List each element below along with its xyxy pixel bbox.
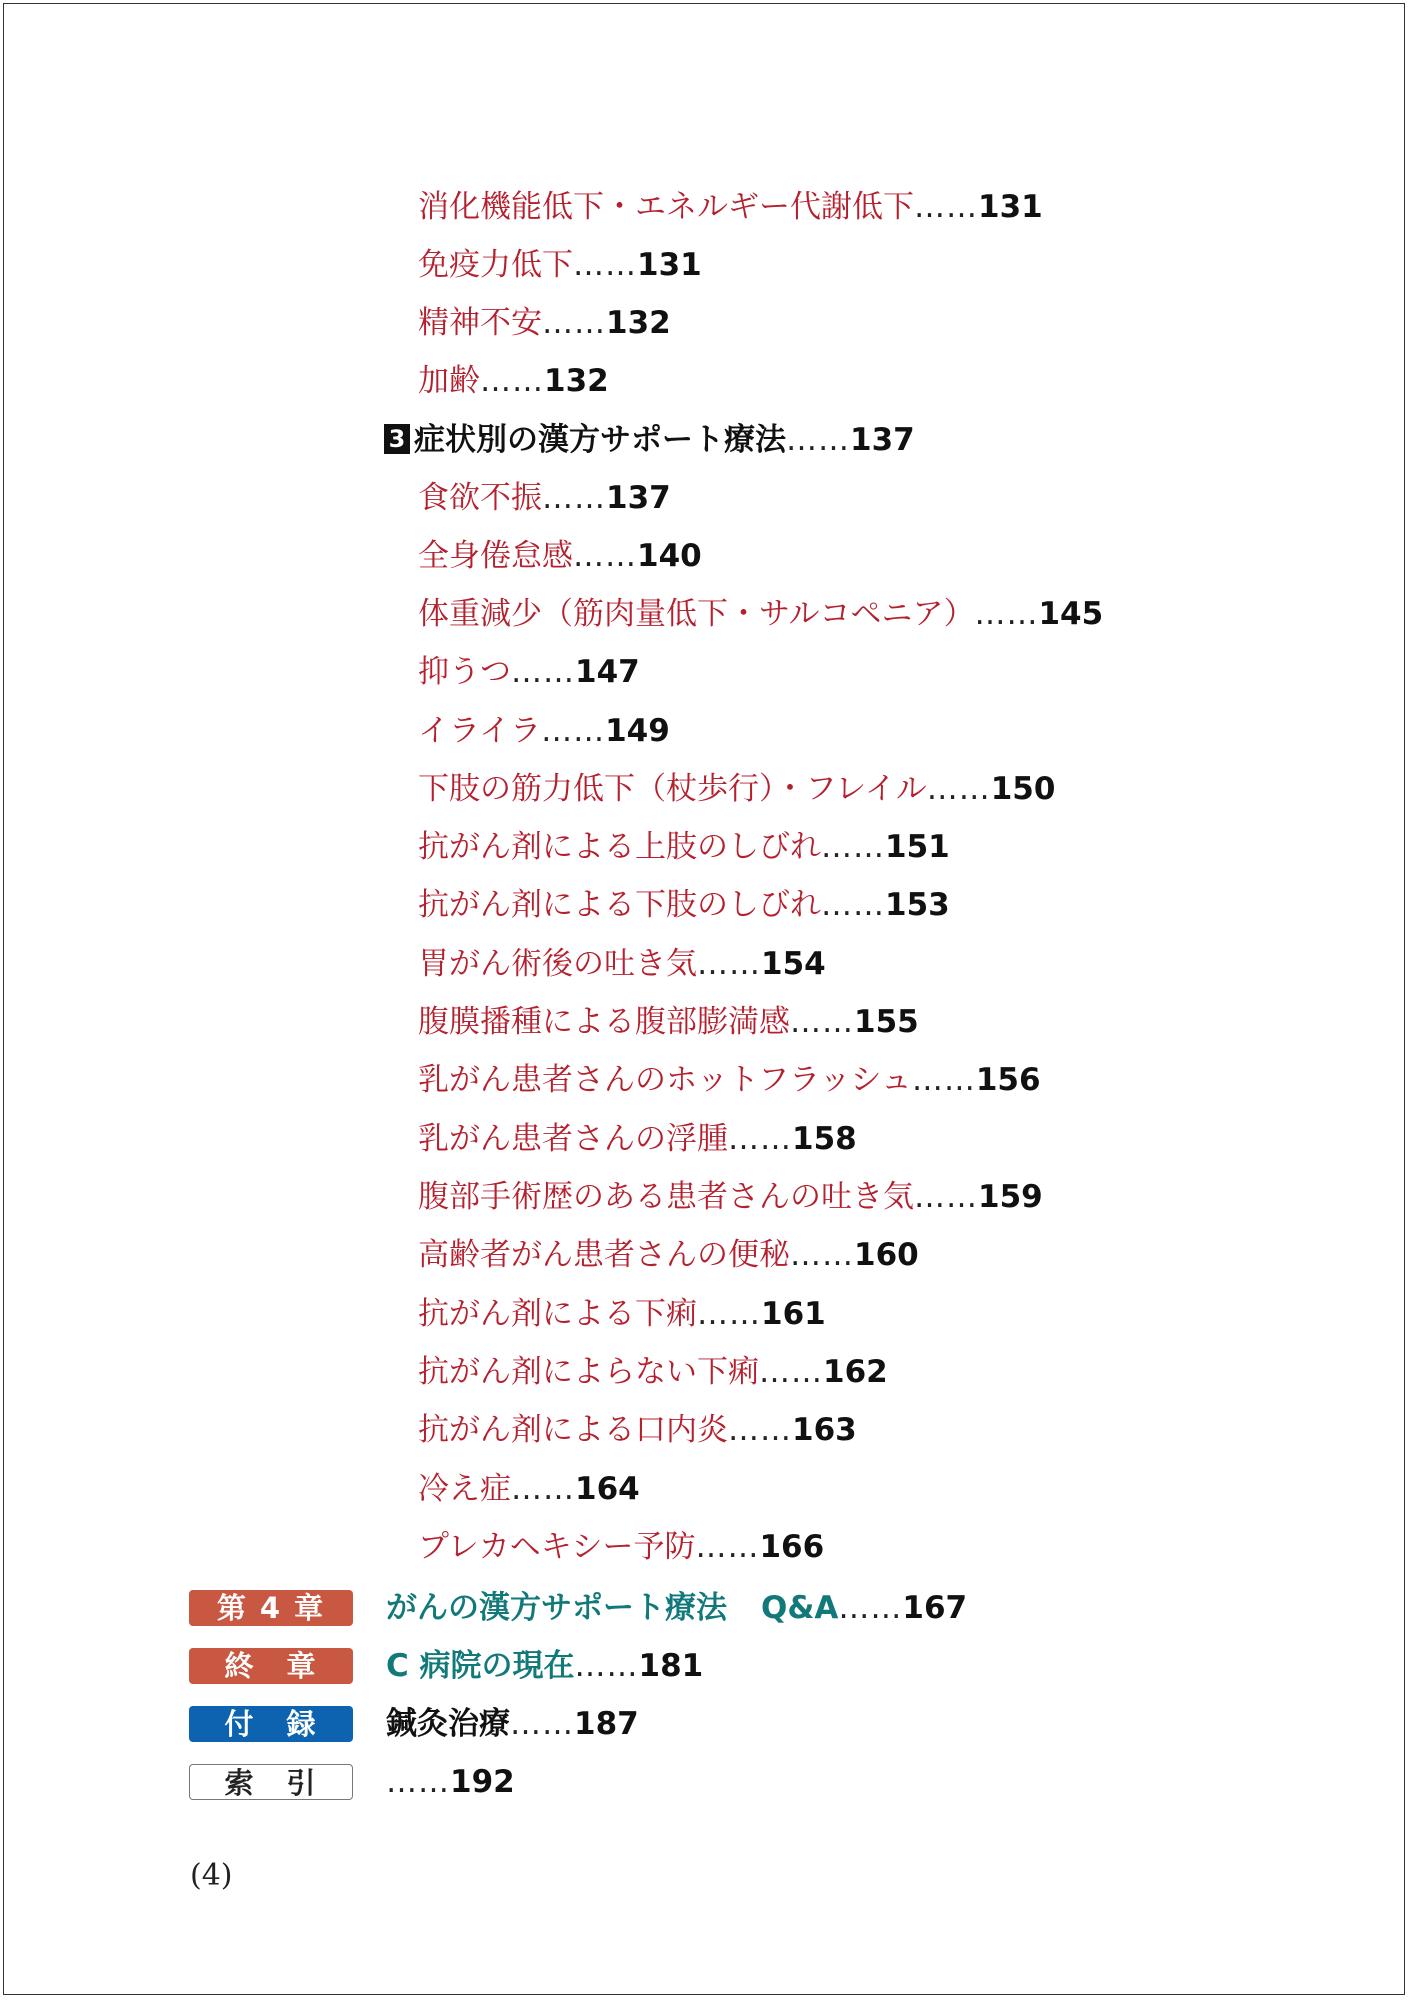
leader-dots: ……: [511, 654, 575, 690]
toc-entry-label: 免疫力低下: [418, 247, 573, 283]
toc-entry-label: 食欲不振: [418, 480, 542, 516]
toc-entry-label: 精神不安: [418, 305, 542, 341]
leader-dots: ……: [697, 946, 761, 982]
toc-entry-page: 166: [759, 1529, 825, 1565]
toc-entry[interactable]: [418, 476, 671, 520]
page-border: [3, 3, 1405, 1995]
leader-dots: ……: [759, 1354, 823, 1390]
toc-entry-label: 乳がん患者さんのホットフラッシュ: [418, 1062, 912, 1098]
toc-entry-page: 161: [761, 1296, 826, 1332]
chapter-4-entry[interactable]: [386, 1586, 967, 1630]
leader-dots: ……: [573, 538, 637, 574]
toc-entry[interactable]: [418, 709, 670, 753]
chapter-4-badge: 第 4 章: [189, 1590, 353, 1626]
leader-dots: ……: [542, 480, 606, 516]
toc-entry-label: 抗がん剤による下痢: [418, 1296, 697, 1332]
toc-entry[interactable]: [418, 1408, 857, 1452]
toc-entry[interactable]: [418, 359, 609, 403]
toc-entry-page: 153: [885, 887, 950, 923]
chapter-title: 鍼灸治療: [386, 1706, 510, 1742]
leader-dots: ……: [838, 1590, 903, 1626]
appendix-badge: 付 録: [189, 1706, 353, 1742]
toc-entry[interactable]: [418, 1000, 919, 1044]
chapter-page: 187: [574, 1706, 639, 1742]
toc-entry-label: 高齢者がん患者さんの便秘: [418, 1237, 790, 1273]
leader-dots: ……: [821, 887, 885, 923]
toc-entry-page: 156: [975, 1062, 1041, 1098]
leader-dots: ……: [541, 713, 606, 749]
chapter-page: 167: [902, 1590, 968, 1626]
leader-dots: ……: [695, 1529, 760, 1565]
leader-dots: ……: [974, 596, 1039, 632]
toc-entry-page: 145: [1038, 596, 1104, 632]
chapter-page: 181: [638, 1648, 704, 1684]
leader-dots: ……: [790, 1004, 854, 1040]
toc-entry-label: イライラ: [418, 713, 542, 749]
toc-entry-page: 159: [978, 1179, 1043, 1215]
toc-entry-page: 131: [637, 247, 702, 283]
leader-dots: ……: [511, 1471, 575, 1507]
leader-dots: ……: [926, 771, 991, 807]
leader-dots: ……: [914, 189, 978, 225]
leader-dots: ……: [786, 422, 850, 458]
toc-entry-label: 乳がん患者さんの浮腫: [418, 1121, 728, 1157]
toc-entry[interactable]: [418, 185, 1043, 229]
chapter-title-suffix: Q&A: [761, 1590, 839, 1626]
toc-entry-page: 154: [761, 946, 826, 982]
toc-entry-page: 149: [605, 713, 670, 749]
leader-dots: ……: [480, 363, 544, 399]
toc-entry-page: 132: [606, 305, 671, 341]
leader-dots: ……: [728, 1412, 792, 1448]
toc-entry-page: 132: [544, 363, 609, 399]
toc-entry-label: 抑うつ: [418, 654, 511, 690]
toc-entry-label: 抗がん剤による下肢のしびれ: [418, 887, 821, 923]
toc-entry-page: 131: [978, 189, 1043, 225]
toc-entry-label: 加齢: [418, 363, 480, 399]
toc-entry[interactable]: [418, 650, 640, 694]
leader-dots: ……: [790, 1237, 854, 1273]
toc-entry[interactable]: [418, 1525, 824, 1569]
toc-entry-label: 全身倦怠感: [418, 538, 573, 574]
toc-entry[interactable]: [418, 1058, 1041, 1102]
toc-entry[interactable]: [418, 1175, 1043, 1219]
toc-entry-page: 164: [575, 1471, 640, 1507]
toc-entry-page: 163: [792, 1412, 857, 1448]
leader-dots: ……: [510, 1706, 574, 1742]
section-title: 症状別の漢方サポート療法: [414, 422, 786, 458]
leader-dots: ……: [574, 1648, 639, 1684]
chapter-title: C 病院の現在: [386, 1648, 575, 1684]
leader-dots: ……: [697, 1296, 761, 1332]
toc-entry-page: 162: [823, 1354, 888, 1390]
toc-entry-page: 147: [575, 654, 640, 690]
toc-entry-page: 155: [854, 1004, 919, 1040]
appendix-entry[interactable]: [386, 1702, 639, 1746]
toc-entry[interactable]: [418, 243, 702, 287]
section-number-badge: 3: [384, 424, 410, 454]
toc-entry-label: 下肢の筋力低下（杖歩行）・フレイル: [418, 771, 927, 807]
index-badge: 索 引: [189, 1764, 353, 1800]
final-chapter-entry[interactable]: [386, 1644, 703, 1688]
toc-entry-page: 160: [854, 1237, 919, 1273]
toc-entry[interactable]: [418, 1117, 857, 1161]
toc-entry-page: 150: [990, 771, 1056, 807]
chapter-page: 192: [450, 1764, 515, 1800]
index-entry[interactable]: [386, 1760, 515, 1804]
toc-entry-label: プレカヘキシー予防: [418, 1529, 696, 1565]
toc-entry-label: 抗がん剤による上肢のしびれ: [418, 829, 821, 865]
toc-entry[interactable]: [418, 534, 702, 578]
toc-entry[interactable]: [418, 301, 671, 345]
toc-entry-page: 140: [637, 538, 702, 574]
leader-dots: ……: [911, 1062, 976, 1098]
leader-dots: ……: [386, 1764, 450, 1800]
toc-entry[interactable]: [418, 1467, 640, 1511]
toc-entry-label: 冷え症: [418, 1471, 511, 1507]
toc-entry-label: 消化機能低下・エネルギー代謝低下: [418, 189, 914, 225]
toc-entry[interactable]: [418, 825, 950, 869]
toc-entry-label: 抗がん剤によらない下痢: [418, 1354, 759, 1390]
toc-entry-page: 151: [885, 829, 950, 865]
leader-dots: ……: [914, 1179, 978, 1215]
section-page: 137: [850, 422, 915, 458]
toc-entry-page: 137: [606, 480, 671, 516]
leader-dots: ……: [573, 247, 637, 283]
toc-entry[interactable]: [418, 767, 1055, 811]
toc-entry-label: 抗がん剤による口内炎: [418, 1412, 728, 1448]
final-chapter-badge: 終 章: [189, 1648, 353, 1684]
toc-entry[interactable]: [418, 1233, 919, 1277]
toc-entry[interactable]: [418, 942, 826, 986]
toc-entry[interactable]: [418, 592, 1103, 636]
toc-section-heading[interactable]: [384, 418, 915, 462]
toc-entry-label: 腹部手術歴のある患者さんの吐き気: [418, 1179, 914, 1215]
toc-entry-label: 腹膜播種による腹部膨満感: [418, 1004, 790, 1040]
toc-entry-label: 体重減少（筋肉量低下・サルコペニア）: [418, 596, 975, 632]
toc-entry-label: 胃がん術後の吐き気: [418, 946, 697, 982]
leader-dots: ……: [728, 1121, 792, 1157]
leader-dots: ……: [542, 305, 606, 341]
toc-entry[interactable]: [418, 1350, 888, 1394]
leader-dots: ……: [821, 829, 885, 865]
toc-entry[interactable]: [418, 883, 950, 927]
toc-entry[interactable]: [418, 1292, 826, 1336]
page-number: (4): [190, 1858, 233, 1893]
toc-entry-page: 158: [792, 1121, 857, 1157]
chapter-title: がんの漢方サポート療法: [386, 1590, 727, 1626]
